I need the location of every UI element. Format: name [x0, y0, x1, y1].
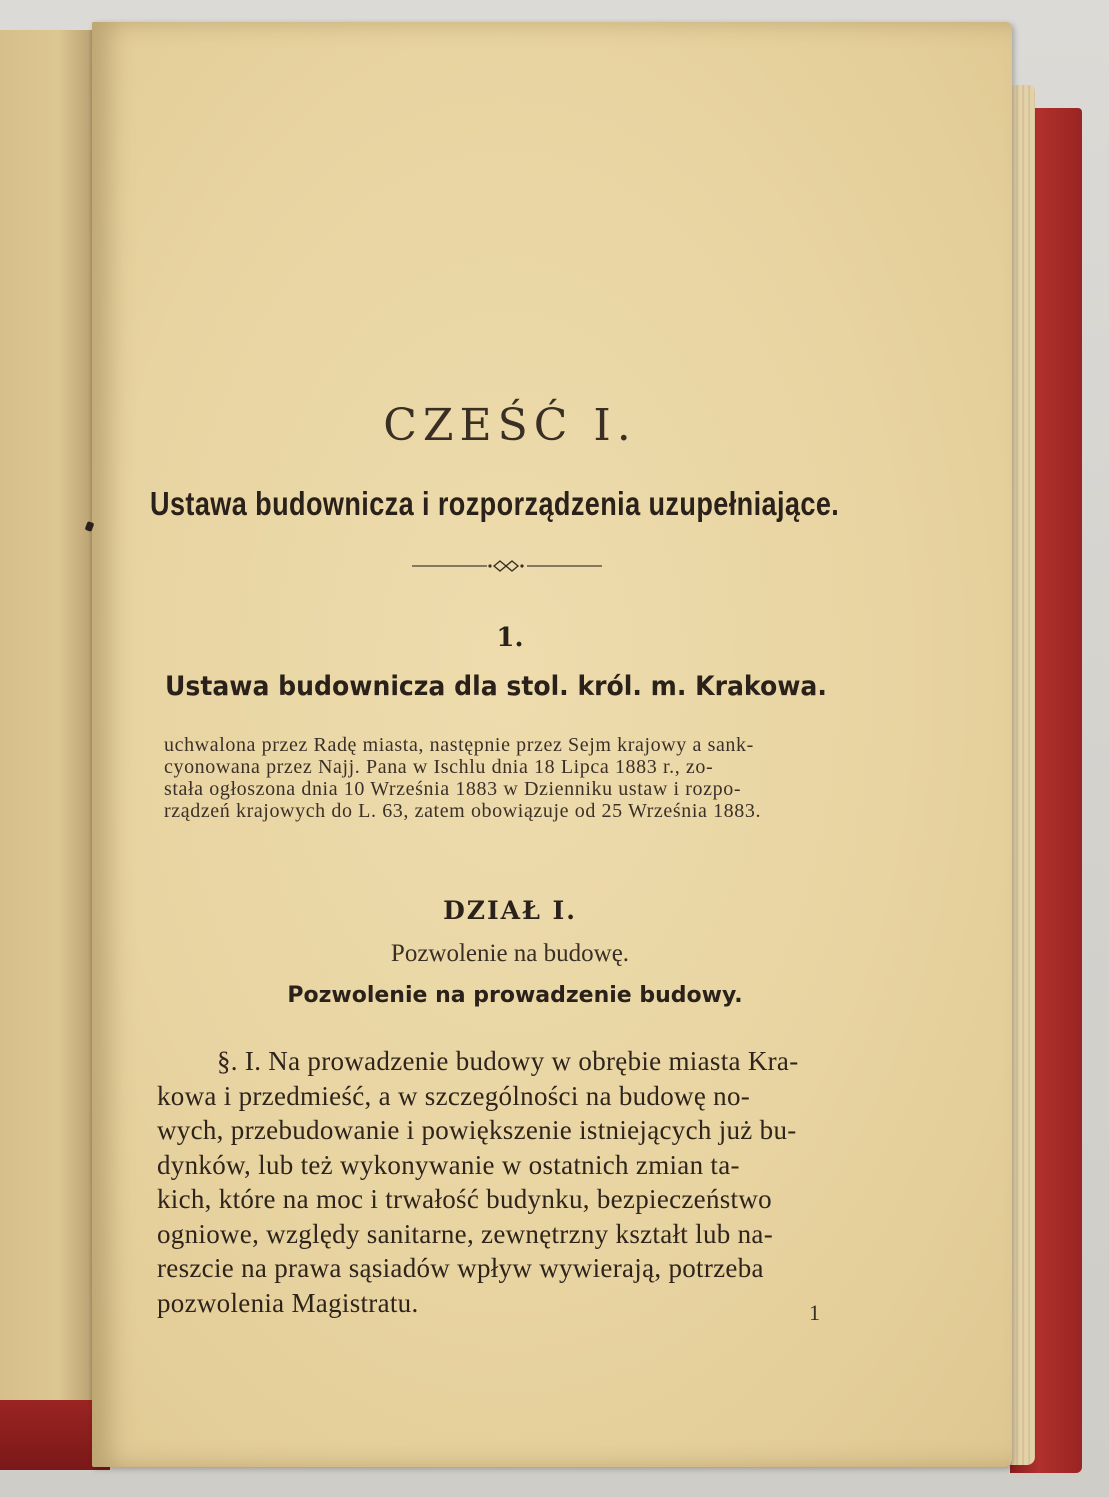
paragraph-line: reszcie na prawa sąsiadów wpływ wywierają, potrzeba: [157, 1253, 764, 1283]
part-subtitle: Ustawa budownicza i rozporządzenia uzupełniające.: [150, 485, 840, 522]
facing-page: [0, 30, 98, 1460]
part-title: CZEŚĆ I.: [383, 400, 637, 451]
chapter-label: DZIAŁ I.: [443, 896, 577, 925]
intro-line: cyonowana przez Najj. Pana w Ischlu dnia 18 Lipca 1883 r., zo-: [164, 756, 714, 778]
intro-line: stała ogłoszona dnia 10 Września 1883 w Dzienniku ustaw i rozpo-: [164, 778, 742, 800]
paragraph-line: dynków, lub też wykonywanie w ostatnich zmian ta-: [157, 1149, 740, 1180]
page-number: 1: [809, 1300, 820, 1325]
section-number: 1.: [496, 623, 524, 653]
intro-line: uchwalona przez Radę miasta, następnie przez Sejm krajowy a sank-: [164, 734, 754, 756]
section-title: Ustawa budownicza dla stol. król. m. Krakowa.: [165, 671, 827, 702]
chapter-subtitle-bold: Pozwolenie na prowadzenie budowy.: [287, 983, 743, 1008]
intro-text: [164, 734, 884, 822]
chapter-subtitle: Pozwolenie na budowę.: [390, 940, 630, 967]
ornament-divider: [412, 557, 602, 575]
paragraph-line: §. I. Na prowadzenie budowy w obrębie miasta Kra-: [217, 1046, 799, 1076]
paragraph-line: pozwolenia Magistratu.: [157, 1287, 419, 1318]
paragraph-1: [157, 1044, 877, 1320]
paragraph-line: wych, przebudowanie i powiększenie istniejących już bu-: [157, 1115, 797, 1145]
paragraph-line: kowa i przedmieść, a w szczególności na budowę no-: [157, 1080, 751, 1111]
paragraph-line: kich, które na moc i trwałość budynku, bezpieczeństwo: [157, 1184, 772, 1214]
intro-line: rządzeń krajowych do L. 63, zatem obowiązuje od 25 Września 1883.: [164, 800, 762, 822]
paragraph-line: ogniowe, względy sanitarne, zewnętrzny kształt lub na-: [157, 1218, 773, 1249]
